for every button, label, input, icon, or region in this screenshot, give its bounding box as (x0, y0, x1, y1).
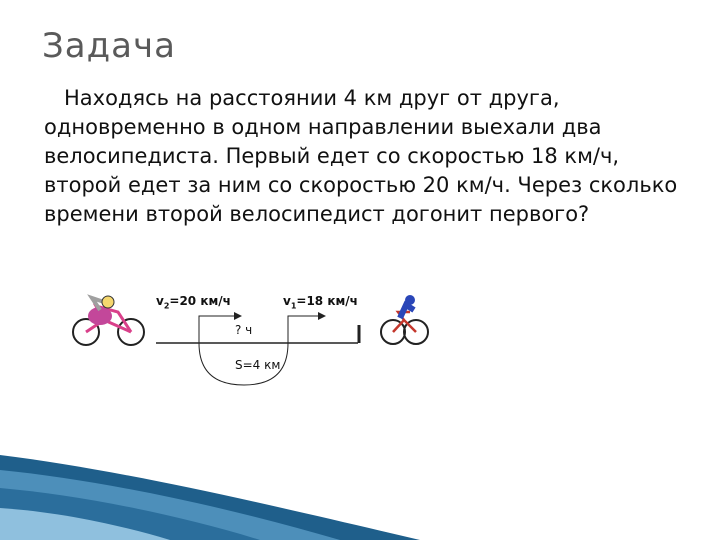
time-label: ? ч (235, 323, 253, 337)
left-cyclist-icon (73, 296, 144, 345)
slide-title: Задача (42, 26, 176, 66)
v1-arrow (288, 316, 322, 343)
v1-label: $v_1=18$ км/ч (283, 294, 358, 311)
corner-wave-decoration (0, 455, 420, 540)
v2-label: $v_2=20$ км/ч (156, 294, 231, 311)
v1-arrowhead (318, 312, 326, 320)
distance-label: S=4 км (235, 358, 281, 372)
v2-arrow (199, 316, 238, 343)
right-cyclist-icon (381, 295, 428, 344)
problem-text-body: Находясь на расстоянии 4 км друг от друга, одновременно в одном направлении выехали два велосипедиста. Первый едет со скоростью 18 км/ч, второй едет за ним со скоростью 20 км/ч. Через сколько времени второй велосипедист догонит первого? (44, 86, 678, 226)
v2-arrowhead (234, 312, 242, 320)
